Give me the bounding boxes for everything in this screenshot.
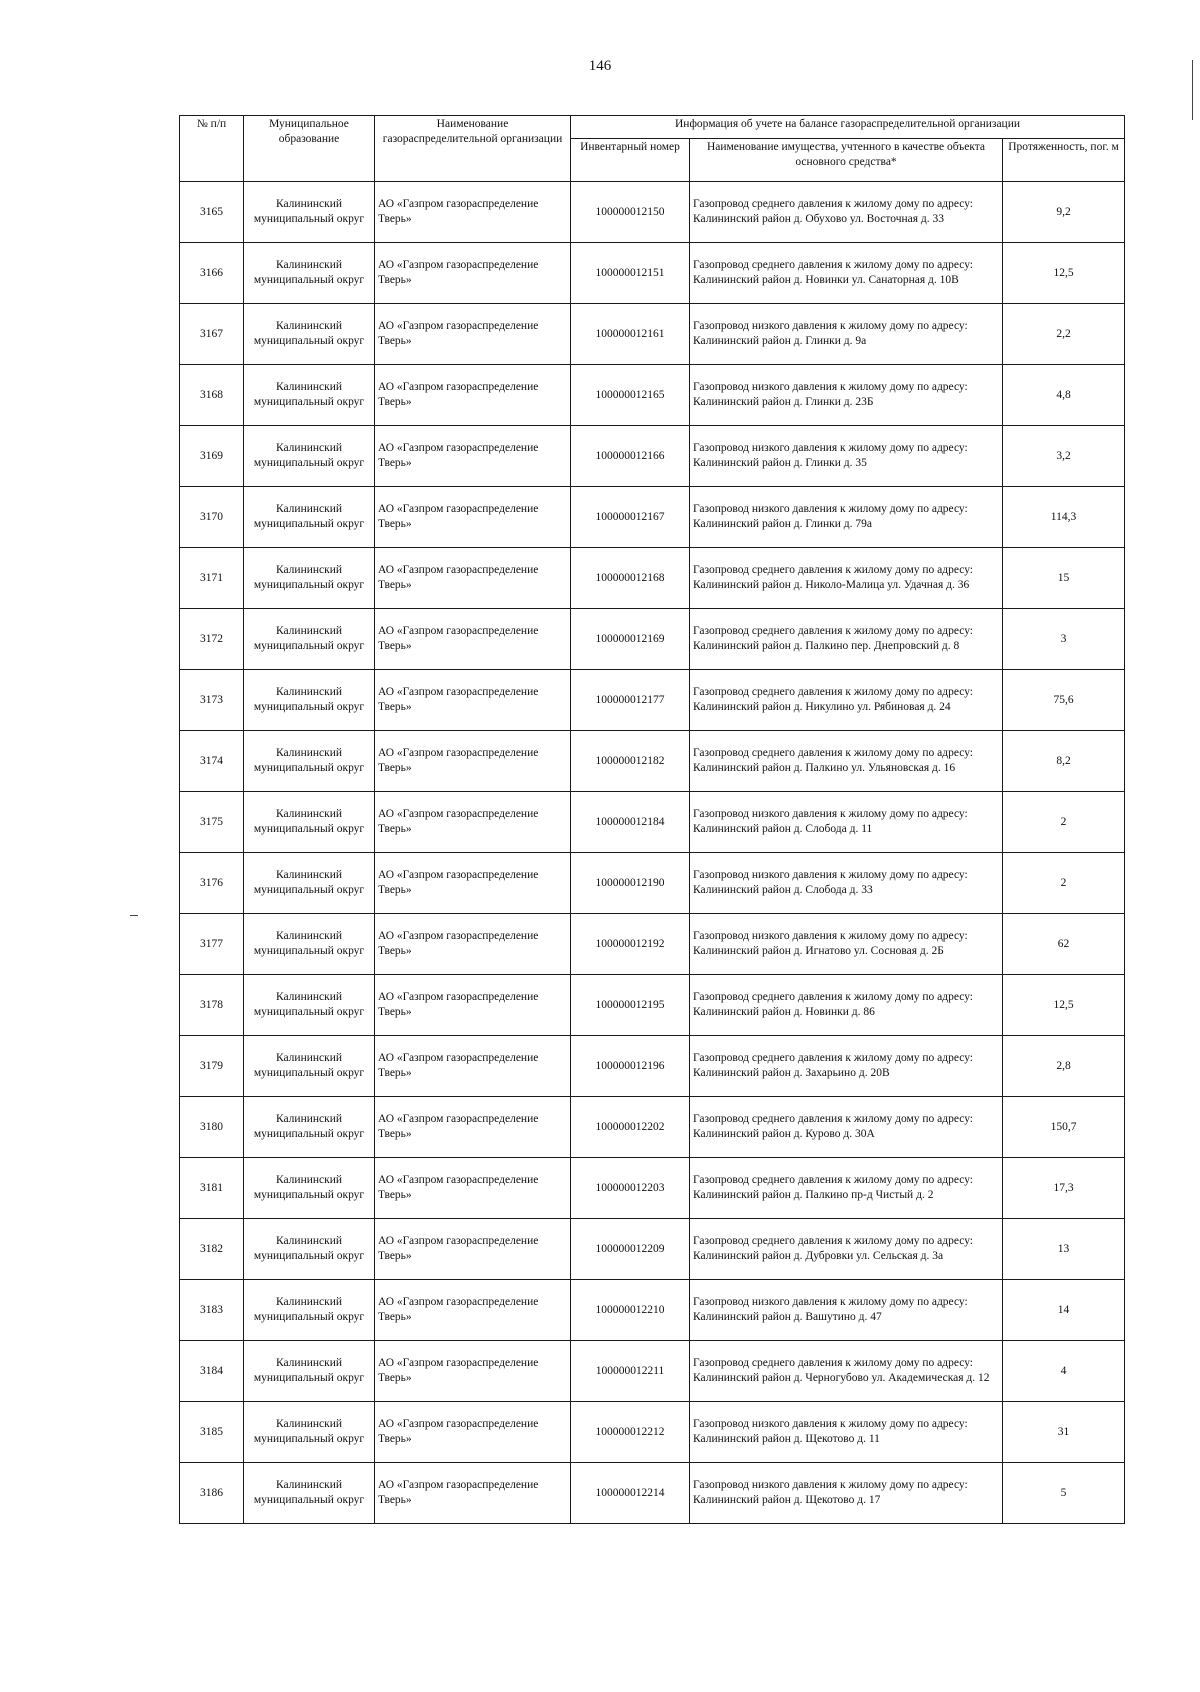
row-property-name: Газопровод среднего давления к жилому дому по адресу: Калининский район д. Новинки ул. Санаторная д. 10В [690, 243, 1003, 304]
row-length: 17,3 [1003, 1158, 1125, 1219]
row-inventory-number: 100000012202 [571, 1097, 690, 1158]
row-inventory-number: 100000012165 [571, 365, 690, 426]
row-length: 15 [1003, 548, 1125, 609]
row-number: 3180 [180, 1097, 244, 1158]
row-inventory-number: 100000012190 [571, 853, 690, 914]
scan-mark [130, 915, 138, 916]
row-length: 62 [1003, 914, 1125, 975]
row-length: 2 [1003, 853, 1125, 914]
table-row [180, 243, 1125, 304]
header-property: Наименование имущества, учтенного в качестве объекта основного средства* [690, 139, 1003, 182]
row-municipality: Калининский муниципальный округ [244, 487, 375, 548]
row-inventory-number: 100000012169 [571, 609, 690, 670]
table-row [180, 975, 1125, 1036]
row-organization: АО «Газпром газораспределение Тверь» [375, 1219, 571, 1280]
header-inventory: Инвентарный номер [571, 139, 690, 182]
row-property-name: Газопровод низкого давления к жилому дому по адресу: Калининский район д. Игнатово ул. Сосновая д. 2Б [690, 914, 1003, 975]
row-length: 2 [1003, 792, 1125, 853]
row-property-name: Газопровод низкого давления к жилому дому по адресу: Калининский район д. Щекотово д. 11 [690, 1402, 1003, 1463]
row-property-name: Газопровод низкого давления к жилому дому по адресу: Калининский район д. Глинки д. 79а [690, 487, 1003, 548]
row-property-name: Газопровод среднего давления к жилому дому по адресу: Калининский район д. Никулино ул. Рябиновая д. 24 [690, 670, 1003, 731]
row-organization: АО «Газпром газораспределение Тверь» [375, 487, 571, 548]
row-number: 3183 [180, 1280, 244, 1341]
table-row [180, 609, 1125, 670]
row-organization: АО «Газпром газораспределение Тверь» [375, 731, 571, 792]
row-number: 3181 [180, 1158, 244, 1219]
table-row [180, 853, 1125, 914]
row-number: 3172 [180, 609, 244, 670]
row-number: 3174 [180, 731, 244, 792]
row-property-name: Газопровод низкого давления к жилому дому по адресу: Калининский район д. Слобода д. 11 [690, 792, 1003, 853]
row-number: 3182 [180, 1219, 244, 1280]
row-length: 13 [1003, 1219, 1125, 1280]
row-municipality: Калининский муниципальный округ [244, 1158, 375, 1219]
row-property-name: Газопровод низкого давления к жилому дому по адресу: Калининский район д. Вашутино д. 47 [690, 1280, 1003, 1341]
row-inventory-number: 100000012182 [571, 731, 690, 792]
row-length: 75,6 [1003, 670, 1125, 731]
row-number: 3178 [180, 975, 244, 1036]
row-municipality: Калининский муниципальный округ [244, 1219, 375, 1280]
row-organization: АО «Газпром газораспределение Тверь» [375, 1463, 571, 1524]
row-municipality: Калининский муниципальный округ [244, 975, 375, 1036]
row-organization: АО «Газпром газораспределение Тверь» [375, 548, 571, 609]
table-row [180, 1158, 1125, 1219]
row-municipality: Калининский муниципальный округ [244, 548, 375, 609]
row-number: 3168 [180, 365, 244, 426]
row-number: 3175 [180, 792, 244, 853]
row-organization: АО «Газпром газораспределение Тверь» [375, 1341, 571, 1402]
row-organization: АО «Газпром газораспределение Тверь» [375, 853, 571, 914]
row-organization: АО «Газпром газораспределение Тверь» [375, 1402, 571, 1463]
row-municipality: Калининский муниципальный округ [244, 731, 375, 792]
row-inventory-number: 100000012212 [571, 1402, 690, 1463]
row-inventory-number: 100000012209 [571, 1219, 690, 1280]
row-organization: АО «Газпром газораспределение Тверь» [375, 182, 571, 243]
row-municipality: Калининский муниципальный округ [244, 853, 375, 914]
table-row [180, 1402, 1125, 1463]
row-municipality: Калининский муниципальный округ [244, 304, 375, 365]
row-organization: АО «Газпром газораспределение Тверь» [375, 304, 571, 365]
table-row [180, 1341, 1125, 1402]
header-balance-info: Информация об учете на балансе газораспределительной организации [571, 116, 1125, 139]
row-number: 3170 [180, 487, 244, 548]
row-property-name: Газопровод среднего давления к жилому дому по адресу: Калининский район д. Черногубово ул. Академическая д. 12 [690, 1341, 1003, 1402]
row-organization: АО «Газпром газораспределение Тверь» [375, 1158, 571, 1219]
row-inventory-number: 100000012210 [571, 1280, 690, 1341]
row-municipality: Калининский муниципальный округ [244, 609, 375, 670]
row-municipality: Калининский муниципальный округ [244, 1402, 375, 1463]
row-length: 150,7 [1003, 1097, 1125, 1158]
row-property-name: Газопровод среднего давления к жилому дому по адресу: Калининский район д. Захарьино д. 20В [690, 1036, 1003, 1097]
row-length: 114,3 [1003, 487, 1125, 548]
row-inventory-number: 100000012211 [571, 1341, 690, 1402]
row-length: 9,2 [1003, 182, 1125, 243]
row-property-name: Газопровод низкого давления к жилому дому по адресу: Калининский район д. Щекотово д. 17 [690, 1463, 1003, 1524]
table-row [180, 548, 1125, 609]
row-length: 14 [1003, 1280, 1125, 1341]
row-property-name: Газопровод среднего давления к жилому дому по адресу: Калининский район д. Палкино пр-д Чистый д. 2 [690, 1158, 1003, 1219]
row-length: 3 [1003, 609, 1125, 670]
row-inventory-number: 100000012196 [571, 1036, 690, 1097]
row-property-name: Газопровод низкого давления к жилому дому по адресу: Калининский район д. Глинки д. 9а [690, 304, 1003, 365]
row-inventory-number: 100000012195 [571, 975, 690, 1036]
row-length: 8,2 [1003, 731, 1125, 792]
row-inventory-number: 100000012177 [571, 670, 690, 731]
row-municipality: Калининский муниципальный округ [244, 365, 375, 426]
table-row [180, 1219, 1125, 1280]
row-number: 3173 [180, 670, 244, 731]
row-property-name: Газопровод среднего давления к жилому дому по адресу: Калининский район д. Палкино ул. Ульяновская д. 16 [690, 731, 1003, 792]
table-row [180, 1097, 1125, 1158]
row-inventory-number: 100000012167 [571, 487, 690, 548]
row-municipality: Калининский муниципальный округ [244, 1341, 375, 1402]
row-inventory-number: 100000012184 [571, 792, 690, 853]
row-length: 12,5 [1003, 975, 1125, 1036]
row-inventory-number: 100000012168 [571, 548, 690, 609]
row-property-name: Газопровод среднего давления к жилому дому по адресу: Калининский район д. Обухово ул. Восточная д. 33 [690, 182, 1003, 243]
registry-table [179, 115, 1125, 1524]
table-row [180, 487, 1125, 548]
table-row [180, 1036, 1125, 1097]
row-length: 3,2 [1003, 426, 1125, 487]
row-number: 3171 [180, 548, 244, 609]
row-property-name: Газопровод среднего давления к жилому дому по адресу: Калининский район д. Палкино пер. Днепровский д. 8 [690, 609, 1003, 670]
row-property-name: Газопровод низкого давления к жилому дому по адресу: Калининский район д. Слобода д. 33 [690, 853, 1003, 914]
row-property-name: Газопровод низкого давления к жилому дому по адресу: Калининский район д. Глинки д. 23Б [690, 365, 1003, 426]
row-organization: АО «Газпром газораспределение Тверь» [375, 609, 571, 670]
row-organization: АО «Газпром газораспределение Тверь» [375, 914, 571, 975]
table-row [180, 731, 1125, 792]
row-municipality: Калининский муниципальный округ [244, 1463, 375, 1524]
row-number: 3184 [180, 1341, 244, 1402]
row-length: 4,8 [1003, 365, 1125, 426]
row-organization: АО «Газпром газораспределение Тверь» [375, 1036, 571, 1097]
row-length: 5 [1003, 1463, 1125, 1524]
row-organization: АО «Газпром газораспределение Тверь» [375, 792, 571, 853]
row-number: 3165 [180, 182, 244, 243]
table-row [180, 1463, 1125, 1524]
row-number: 3169 [180, 426, 244, 487]
row-number: 3176 [180, 853, 244, 914]
row-organization: АО «Газпром газораспределение Тверь» [375, 365, 571, 426]
row-length: 12,5 [1003, 243, 1125, 304]
row-organization: АО «Газпром газораспределение Тверь» [375, 975, 571, 1036]
header-length: Протяженность, пог. м [1003, 139, 1125, 182]
row-length: 2,2 [1003, 304, 1125, 365]
row-organization: АО «Газпром газораспределение Тверь» [375, 426, 571, 487]
row-organization: АО «Газпром газораспределение Тверь» [375, 243, 571, 304]
table-row [180, 426, 1125, 487]
row-inventory-number: 100000012150 [571, 182, 690, 243]
table-row [180, 1280, 1125, 1341]
row-number: 3177 [180, 914, 244, 975]
row-number: 3179 [180, 1036, 244, 1097]
row-inventory-number: 100000012214 [571, 1463, 690, 1524]
table-row [180, 914, 1125, 975]
row-property-name: Газопровод среднего давления к жилому дому по адресу: Калининский район д. Новинки д. 86 [690, 975, 1003, 1036]
table-row [180, 792, 1125, 853]
row-inventory-number: 100000012192 [571, 914, 690, 975]
row-number: 3167 [180, 304, 244, 365]
row-number: 3166 [180, 243, 244, 304]
table-body [180, 182, 1125, 1524]
row-length: 2,8 [1003, 1036, 1125, 1097]
row-organization: АО «Газпром газораспределение Тверь» [375, 670, 571, 731]
header-organization: Наименование газораспределительной организации [375, 116, 571, 182]
row-property-name: Газопровод низкого давления к жилому дому по адресу: Калининский район д. Глинки д. 35 [690, 426, 1003, 487]
page-number: 146 [588, 58, 612, 74]
row-inventory-number: 100000012203 [571, 1158, 690, 1219]
row-organization: АО «Газпром газораспределение Тверь» [375, 1280, 571, 1341]
row-municipality: Калининский муниципальный округ [244, 1097, 375, 1158]
table-row [180, 670, 1125, 731]
row-inventory-number: 100000012166 [571, 426, 690, 487]
row-number: 3185 [180, 1402, 244, 1463]
row-municipality: Калининский муниципальный округ [244, 182, 375, 243]
row-municipality: Калининский муниципальный округ [244, 1280, 375, 1341]
row-length: 31 [1003, 1402, 1125, 1463]
header-municipality: Муниципальное образование [244, 116, 375, 182]
row-length: 4 [1003, 1341, 1125, 1402]
row-municipality: Калининский муниципальный округ [244, 670, 375, 731]
row-number: 3186 [180, 1463, 244, 1524]
row-municipality: Калининский муниципальный округ [244, 792, 375, 853]
row-municipality: Калининский муниципальный округ [244, 243, 375, 304]
table-row [180, 365, 1125, 426]
header-num: № п/п [180, 116, 244, 182]
row-property-name: Газопровод среднего давления к жилому дому по адресу: Калининский район д. Курово д. 30А [690, 1097, 1003, 1158]
row-municipality: Калининский муниципальный округ [244, 914, 375, 975]
row-property-name: Газопровод среднего давления к жилому дому по адресу: Калининский район д. Дубровки ул. Сельская д. 3а [690, 1219, 1003, 1280]
row-property-name: Газопровод среднего давления к жилому дому по адресу: Калининский район д. Николо-Малица ул. Удачная д. 36 [690, 548, 1003, 609]
table-row [180, 182, 1125, 243]
row-organization: АО «Газпром газораспределение Тверь» [375, 1097, 571, 1158]
row-inventory-number: 100000012161 [571, 304, 690, 365]
row-inventory-number: 100000012151 [571, 243, 690, 304]
table-row [180, 304, 1125, 365]
row-municipality: Калининский муниципальный округ [244, 1036, 375, 1097]
row-municipality: Калининский муниципальный округ [244, 426, 375, 487]
scan-mark [1192, 60, 1193, 120]
